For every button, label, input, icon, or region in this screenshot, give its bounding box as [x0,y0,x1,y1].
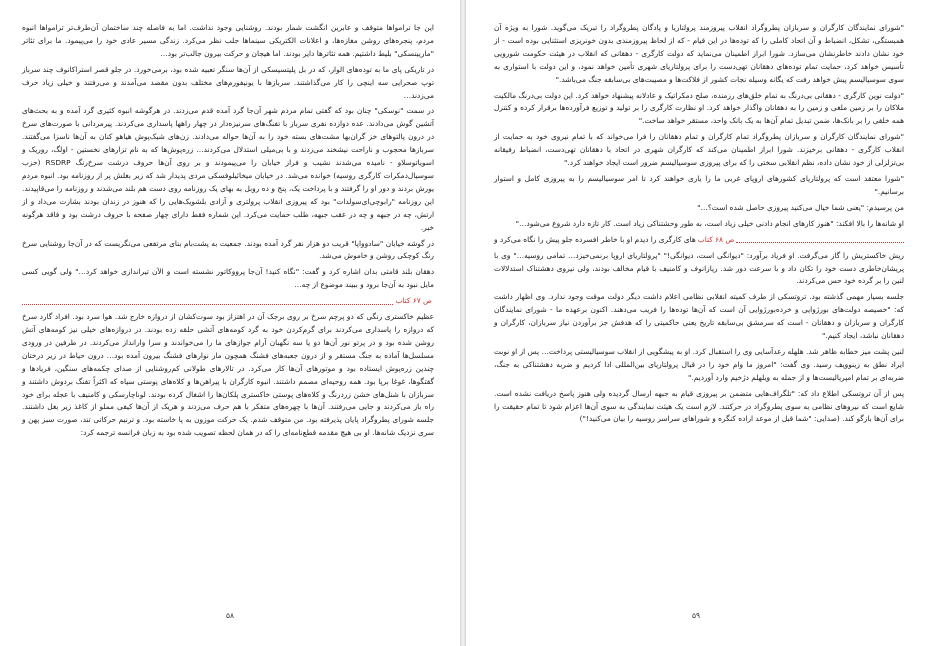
paragraph: در تاریکی پای ما به توده‌های الوار، که در بل پلیتسیسکی از آن‌ها سنگر تعبیه شده بود، برمی‌خورد. در جلو قصر استراکانوف چند سرباز توپ صحرایی سه اینچی را کار می‌گذاشتند. سربازها با یونیفورم‌های مختلف بدون مقصد می‌آمدند و می‌رفتند و خیلی زیاد حرف می‌زدند… [22,64,434,100]
paragraph: در گوشه خیابان "سادوواپا" قریب دو هزار نفر گرد آمده بودند. جمعیت به پشت‌بام بنای مرتفعی می‌نگریست که در آن‌جا روشنایی سرخ رنگ کوچکی روشن و خاموش می‌شد. [22,238,434,261]
paragraph: در سمت "نوسکی" چنان بود که گفتی تمام مردم شهر آن‌جا گرد آمده قدم می‌زدند. در هرگوشه انبوه کثیری گرد آمده و به بحث‌های آتشین گوش می‌دادند. عده دوازده نفری سرباز با تفنگ‌های سرنیزه‌دار در چهار راهها پاسداری می‌کردند. پیرمردانی با صورت‌های سرخ در درون پالتوهای خز گران‌بها مشت‌های بسته خود را به آن‌ها حواله می‌دادند. زن‌های شیک‌پوش هیاهو کنان به آن‌ها ناسزا می‌گفتند. سربازها محجوب و ناراحت نیشخند می‌زدند و با بی‌میلی استدلال می‌کردند… زره‌پوش‌ها که به نام تزارهای نخستین - اولگ، روریک و اسویاتوسلاو - نامیده می‌شدند نشیب و فراز خیابان را می‌پیمودند و بر روی آن‌ها حروف درشت سرخ‌رنگ RSDRP (حزب سوسیال‌دمکرات کارگری روسیه) خوانده می‌شد. در خیابان میخائیلوفسکی مردی پدیدار شد که زیر بغلش پر از روزنامه بود. انبوه مردم یورش بردند و دور او را گرفتند و با پرداخت یک، پنج و ده روبل به بهای یک روزنامه روی دست هم بلند می‌شدند و روزنامه را می‌قاپیدند. این روزنامه "رابوچی‌ای‌سولدات" بود که پیروزی انقلاب پرولتری و آزادی بلشویک‌هایی را که هنوز در زندان بودند بشارت می‌داد و از ارتش، چه در جبهه و چه در عقب جبهه، طلب حمایت می‌کرد. این شماره فقط دارای چهار صفحه با حروف درشت بود و فاقد هرگونه خبر. [22,106,434,232]
book-page-label: ص ۶۷ کتاب [395,296,432,306]
book-page-marker [494,234,904,246]
dotted-rule [22,298,393,305]
paragraph: من پرسیدم: "یعنی شما خیال می‌کنید پیروزی حاصل شده است؟…" [697,202,904,212]
paragraph: عظیم خاکستری رنگی که دو پرچم سرخ بر روی برجک آن در اهتزاز بود سوت‌کشان از دروازه خارج شد. هوا سرد بود. افراد گارد سرخ که دروازه را پاسداری می‌کردند برای گرم‌کردن خود به گرد کومه‌های آتشی حلقه زده بودند. در دروازه‌های خیلی نیز کومه‌های آتش روشن شده بود و در پرتو نور آن‌ها دو یا سه نگهبان آرام جوازهای ما را می‌خواندند و سرا وارانداز می‌کردند. در طرفین در ورودی مسلسل‌ها آماده به جنگ مستقر و از درون جعبه‌های فشنگ همچون مار نوارهای فشنگ بیرون آمده بود… درون حیاط در زیر درختان چندین زره‌پوش ایستاده بود و موتورهای آن‌ها کار می‌کرد. در تالارهای طولانی کم‌روشنایی از صدای چکمه‌های سنگین، فریادها و گفتگوها، غوغا برپا بود. همه روحیه‌ای مصمم داشتند. انبوه کارگران با پیراهن‌ها و کلاه‌های پوستی سیاه که اکثراً تفنگ بردوش داشتند و سربازان با شنل‌های خشن زردرنگ و کلاه‌های پوستی خاکستری پلکان‌ها را اشغال کرده بودند. لوناچارسکی و کامنیف با عجله برای خود راه باز می‌کردند و جایی می‌رفتند. آن‌ها با چهره‌های متفکر با هم حرف می‌زدند و هریک از آن‌ها کیفی مملو از کاغذ زیر بغل داشتند. جلسه شورای پطروگراد پایان پذیرفته بود. من متوقف شدم. یک حرکت موزون به پا خاسته بود. و ترنیم حرکاتی تند، صورت سبز پهن و سری نزدیک شانه‌ها. او بی هیچ مقدمه قطع‌نامه‌ای را که در همان لحظه تصویب شده بود به زبان فرانسه ترجمه کرد: [22,312,434,438]
paragraph: "شورای نمایندگان کارگران و سربازان پطروگراد تمام کارگران و تمام دهقانان را فرا می‌خواند که با تمام نیروی خود به حمایت از انقلاب کارگری - دهقانی برخیزند. شورا ابراز اطمینان می‌کند که کارگران شهری در اتحاد با دهقانان تهی‌دست، انضباط رفیقانه بی‌تزلزلی از خود نشان داده، نظم انقلابی سختی را که برای پیروزی سوسیالیسم ضرور است ایجاد خواهند کرد." [494,132,904,168]
paragraph: لنین پشت میز خطابه ظاهر شد. هلهله رعدآسایی وی را استقبال کرد. او به پیشگویی از انقلاب سوسیالیستی پرداخت… پس از او نوبت ایراد نطق به زینوویف رسید. وی گفت: "امروز ما وام خود را در قبال پرولتاریای بین‌المللی ادا کردیم و ضربه دهشتناکی به جنگ، ضربه‌ای بر تمام امپریالیست‌ها و از جمله به ویلهلم دژخیم وارد آوردیم." [494,346,904,382]
paragraph: پس از آن تروتسکی اطلاع داد که: "تلگراف‌هایی متضمن بر پیروزی قیام به جبهه ارسال گردیده ولی هنوز پاسخ دریافت نشده است. شایع است که نیروهای نظامی به سوی پطروگراد در حرکتند. لازم است یک هیئت نمایندگی به سوی آن‌ها اعزام شود تا تمام حقیقت را برای آن‌ها بازگو کند. (صدایی: "شما قبل از موعد اراده کنگره و شوراهای سراسر روسیه را بیان می‌کنید!") [494,388,904,424]
book-page-marker [22,295,434,307]
paragraph: جلسه بسیار مهمی گذشته بود. تروتسکی از طرف کمیته انقلابی نظامی اعلام داشت دیگر دولت موقت وجود ندارد. وی اظهار داشت که: "خصیصه دولت‌های بورژوایی و خرده‌بورژوایی آن است که آن‌ها توده‌ها را فریب می‌دهند. اکنون برعهده ما - شورای نمایندگان کارگران و سربازان و دهقانان - است که سرمشق بی‌سابقه تاریخ یعنی حاکمیتی را که هدفش جز برآوردن نیاز سربازان، کارگران و دهقانان نباشد، ایجاد کنیم." [494,292,904,341]
paragraph: او شانه‌ها را بالا افکند: "هنوز کارهای انجام دادنی خیلی زیاد است، به طور وحشتناکی زیاد است. کار تازه دارد شروع می‌شود…" [515,218,904,228]
dotted-rule [736,236,904,243]
book-page-label: ص ۶۸ کتاب [697,234,735,244]
page-58 [0,0,460,646]
page-number: ۵۹ [691,611,701,620]
paragraph: "شورا معتقد است که پرولتاریای کشورهای اروپای غربی ما را یاری خواهند کرد تا امر سوسیالیسم را به پیروزی کامل و استوار برسانیم." [494,173,904,196]
paragraph: این جا تراموا‌ها متوقف و عابرین انگشت شمار بودند. روشنایی وجود نداشت. اما به فاصله چند ساختمان آن‌طرف‌تر تراموا‌ها انبوه مردم، پنجره‌های روشن مغازه‌ها، و اعلانات الکتریکی سینماها جلب نظر می‌کرد. زندگی مسیر عادی خود را می‌پیمود. ما برای تئاتر "ماریینسکی" بلیط داشتیم. همه تئاترها دایر بودند. اما هیجان و حرکت بیرون جالب‌تر بود… [22,23,434,58]
paragraph: دهقان بلند قامتی بدان اشاره کرد و گفت: "نگاه کنید! آن‌جا پرووکاتور نشسته است و الآن تیراندازی خواهد کرد…" ولی گویی کسی مایل نبود به آن‌جا برود و ببیند موضوع از چه… [22,267,434,290]
paragraph: "شورای نمایندگان کارگران و سربازان پطروگراد انقلاب پیروزمند پرولتاریا و پادگان پطروگراد را تبریک می‌گوید. شورا به ویژه آن همبستگی، تشکل، انضباط و آن اتحاد کاملی را که توده‌ها در این قیام - که از لحاظ پیروزمندی بدون خونریزی استثنایی بوده است - از خود نشان دادند خاطرنشان می‌سازد. شورا ابراز اطمینان می‌نماید که دولت کارگری - دهقانی که انقلاب در هیئت حکومت شورویی تأسیس خواهد کرد، حمایت تمام توده‌های دهقانان تهی‌دست را برای پرولتاریای شهری تأمین خواهد نمود، و این دولت با استواری به سوی سوسیالیسم پیش خواهد رفت که یگانه وسیله نجات کشور از فلاکت‌ها و مصیبت‌های بی‌سابقه جنگ می‌باشد." [494,23,904,84]
page-59 [466,0,926,646]
page-number: ۵۸ [225,611,235,620]
paragraph: "دولت نوین کارگری - دهقانی بی‌درنگ به تمام خلق‌های رزمنده، صلح دمکراتیک و عادلانه پیشنهاد خواهد کرد. این دولت بی‌درنگ مالکیت ملاکان را بر زمین ملغی و زمین را به دهقانان واگذار خواهد کرد. او نظارت کارگری را بر تولید و توزیع فرآورده‌ها برقرار کرده و کنترل همه خلقی را بر بانک‌ها، ضمن تبدیل تمام آن‌ها به یک بانک واحد، مستقر خواهد ساخت." [494,90,904,126]
divider-text: های کارگری را دیدم او با خاطر افسرده جلو پیش را نگاه می‌کرد و [494,234,696,244]
paragraph: ریش خاکستریش را گاز می‌گرفت. او فریاد برآورد: "دیوانگی است، دیوانگی!" "پرولتاریای اروپا برنمی‌خیزد… تمامی روسیه…" وی با پریشان‌خاطری دست خود را تکان داد و با سرعت دور شد. ریازانوف و کامنیف با قیام مخالف بودند، ولی نیروی دهشتناک استدلالات لنین را بر گرده خود حس می‌کردند. [494,250,904,286]
